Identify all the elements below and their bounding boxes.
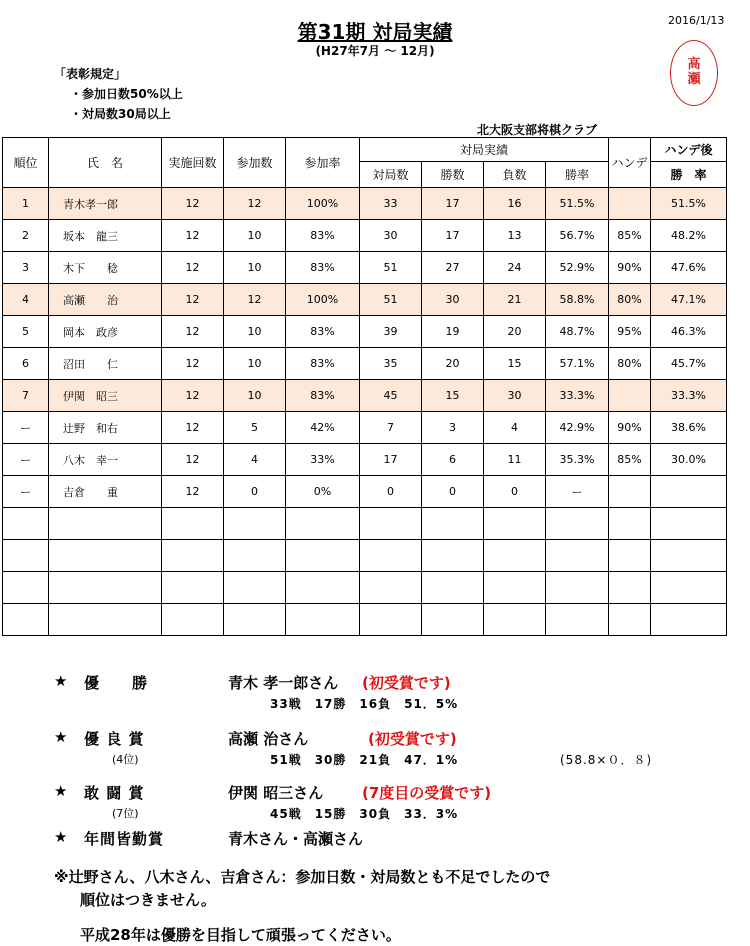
cell-handicap bbox=[609, 188, 651, 220]
cell-games bbox=[360, 540, 422, 572]
cell-losses: 4 bbox=[484, 412, 546, 444]
cell-rank: 2 bbox=[3, 220, 49, 252]
cell-name bbox=[49, 540, 162, 572]
cell-rate: 42% bbox=[286, 412, 360, 444]
cell-attended: 10 bbox=[224, 348, 286, 380]
cell-rate: 83% bbox=[286, 252, 360, 284]
cell-losses: 15 bbox=[484, 348, 546, 380]
cell-name: 青木孝一郎 bbox=[49, 188, 162, 220]
cell-handicap: 85% bbox=[609, 220, 651, 252]
footer-note-1: ※辻野さん、八木さん、吉倉さん：参加日数・対局数とも不足でしたので bbox=[54, 868, 551, 886]
cell-rate bbox=[286, 604, 360, 636]
cell-losses: 24 bbox=[484, 252, 546, 284]
award-winner: 伊関 昭三さん bbox=[228, 784, 324, 802]
footer-note-2: 順位はつきません。 bbox=[80, 891, 216, 909]
award-star-icon: ★ bbox=[54, 728, 69, 746]
cell-after: 30.0% bbox=[651, 444, 727, 476]
cell-after: 46.3% bbox=[651, 316, 727, 348]
cell-after: 33.3% bbox=[651, 380, 727, 412]
cell-sessions bbox=[162, 604, 224, 636]
cell-win-rate: 51.5% bbox=[546, 188, 609, 220]
table-row bbox=[3, 508, 727, 540]
award-rules bbox=[54, 64, 183, 124]
club-name: 北大阪支部将棋クラブ bbox=[477, 123, 598, 137]
cell-handicap bbox=[609, 604, 651, 636]
cell-attended bbox=[224, 572, 286, 604]
cell-win-rate: 57.1% bbox=[546, 348, 609, 380]
cell-rank: 7 bbox=[3, 380, 49, 412]
cell-attended: 10 bbox=[224, 220, 286, 252]
cell-losses: 16 bbox=[484, 188, 546, 220]
cell-wins: 30 bbox=[422, 284, 484, 316]
cell-attended: 12 bbox=[224, 284, 286, 316]
table-row bbox=[3, 444, 727, 476]
cell-wins: 17 bbox=[422, 220, 484, 252]
cell-handicap: 95% bbox=[609, 316, 651, 348]
header-win-rate: 勝率 bbox=[546, 162, 609, 188]
table-row bbox=[3, 540, 727, 572]
cell-rank: 1 bbox=[3, 188, 49, 220]
award-star-icon: ★ bbox=[54, 782, 69, 800]
cell-rate: 83% bbox=[286, 348, 360, 380]
cell-handicap: 80% bbox=[609, 348, 651, 380]
cell-name: 八木 幸一 bbox=[49, 444, 162, 476]
page-title: 第31期 対局実績 bbox=[297, 20, 453, 44]
cell-sessions: 12 bbox=[162, 188, 224, 220]
cell-name: 岡本 政彦 bbox=[49, 316, 162, 348]
cell-win-rate: ー bbox=[546, 476, 609, 508]
award-stats: 45戦 15勝 30負 33．3% bbox=[270, 807, 459, 821]
cell-after bbox=[651, 604, 727, 636]
cell-rate bbox=[286, 540, 360, 572]
table-row bbox=[3, 604, 727, 636]
cell-rate: 83% bbox=[286, 220, 360, 252]
cell-losses bbox=[484, 572, 546, 604]
cell-attended: 4 bbox=[224, 444, 286, 476]
cell-games: 51 bbox=[360, 284, 422, 316]
page-subtitle: (H27年7月 ～ 12月) bbox=[315, 44, 435, 58]
cell-after bbox=[651, 508, 727, 540]
cell-attended bbox=[224, 540, 286, 572]
cell-handicap bbox=[609, 540, 651, 572]
header-after-bottom: 勝 率 bbox=[651, 162, 727, 188]
cell-rate: 0% bbox=[286, 476, 360, 508]
award-rank: (7位) bbox=[112, 807, 139, 820]
cell-name: 木下 稔 bbox=[49, 252, 162, 284]
award-note: (初受賞です) bbox=[362, 674, 451, 692]
award-title: 年間皆勤賞 bbox=[84, 830, 165, 848]
cell-name: 高瀬 治 bbox=[49, 284, 162, 316]
award-stats: 33戦 17勝 16負 51．5% bbox=[270, 697, 459, 711]
table-row bbox=[3, 412, 727, 444]
cell-wins: 20 bbox=[422, 348, 484, 380]
header-wins: 勝数 bbox=[422, 162, 484, 188]
table-row bbox=[3, 188, 727, 220]
header-rank: 順位 bbox=[3, 138, 49, 188]
cell-after: 47.6% bbox=[651, 252, 727, 284]
cell-attended: 0 bbox=[224, 476, 286, 508]
cell-games: 39 bbox=[360, 316, 422, 348]
header-attended: 参加数 bbox=[224, 138, 286, 188]
award-star-icon: ★ bbox=[54, 672, 69, 690]
cell-wins bbox=[422, 508, 484, 540]
rules-title: 「表彰規定」 bbox=[54, 67, 127, 81]
award-title: 優 良 賞 bbox=[84, 730, 145, 748]
cell-losses: 11 bbox=[484, 444, 546, 476]
table-row bbox=[3, 252, 727, 284]
cell-games bbox=[360, 604, 422, 636]
cell-sessions: 12 bbox=[162, 380, 224, 412]
table-row bbox=[3, 380, 727, 412]
cell-after: 51.5% bbox=[651, 188, 727, 220]
cell-sessions: 12 bbox=[162, 476, 224, 508]
table-row bbox=[3, 572, 727, 604]
cell-win-rate: 52.9% bbox=[546, 252, 609, 284]
cell-rank: 5 bbox=[3, 316, 49, 348]
footer-note-3: 平成28年は優勝を目指して頑張ってください。 bbox=[80, 926, 401, 944]
cell-handicap bbox=[609, 476, 651, 508]
seal-char-2: 瀬 bbox=[687, 72, 701, 87]
cell-attended: 10 bbox=[224, 252, 286, 284]
cell-handicap: 85% bbox=[609, 444, 651, 476]
rule-item: ・対局数30局以上 bbox=[70, 107, 171, 121]
cell-losses bbox=[484, 604, 546, 636]
award-winner: 青木さん・高瀬さん bbox=[228, 830, 364, 848]
date-label: 2016/1/13 bbox=[668, 14, 725, 27]
cell-games: 45 bbox=[360, 380, 422, 412]
cell-wins: 15 bbox=[422, 380, 484, 412]
cell-win-rate: 56.7% bbox=[546, 220, 609, 252]
cell-sessions bbox=[162, 572, 224, 604]
cell-wins bbox=[422, 604, 484, 636]
cell-rank: ー bbox=[3, 476, 49, 508]
rule-item: ・参加日数50%以上 bbox=[70, 87, 183, 101]
cell-games: 51 bbox=[360, 252, 422, 284]
award-note: (7度目の受賞です) bbox=[362, 784, 492, 802]
header-sessions: 実施回数 bbox=[162, 138, 224, 188]
cell-win-rate: 42.9% bbox=[546, 412, 609, 444]
cell-after bbox=[651, 540, 727, 572]
cell-handicap: 90% bbox=[609, 252, 651, 284]
cell-losses: 13 bbox=[484, 220, 546, 252]
cell-wins bbox=[422, 540, 484, 572]
cell-rate bbox=[286, 508, 360, 540]
cell-sessions bbox=[162, 508, 224, 540]
cell-after bbox=[651, 572, 727, 604]
cell-games bbox=[360, 572, 422, 604]
header-losses: 負数 bbox=[484, 162, 546, 188]
award-star-icon: ★ bbox=[54, 828, 69, 846]
award-note: (初受賞です) bbox=[368, 730, 457, 748]
cell-sessions: 12 bbox=[162, 252, 224, 284]
cell-wins: 17 bbox=[422, 188, 484, 220]
cell-sessions: 12 bbox=[162, 316, 224, 348]
award-rank: (4位) bbox=[112, 753, 139, 766]
cell-win-rate bbox=[546, 572, 609, 604]
header-rate: 参加率 bbox=[286, 138, 360, 188]
table-row bbox=[3, 476, 727, 508]
award-calc: (58.8×０．８) bbox=[560, 753, 653, 767]
cell-wins: 27 bbox=[422, 252, 484, 284]
cell-losses: 21 bbox=[484, 284, 546, 316]
cell-games: 0 bbox=[360, 476, 422, 508]
header-name: 氏 名 bbox=[49, 138, 162, 188]
cell-losses bbox=[484, 508, 546, 540]
cell-rate: 33% bbox=[286, 444, 360, 476]
cell-rate: 83% bbox=[286, 316, 360, 348]
cell-name bbox=[49, 604, 162, 636]
award-winner: 青木 孝一郎さん bbox=[228, 674, 339, 692]
table-row bbox=[3, 316, 727, 348]
cell-rate: 100% bbox=[286, 188, 360, 220]
cell-attended: 10 bbox=[224, 316, 286, 348]
header-games: 対局数 bbox=[360, 162, 422, 188]
header-game-record: 対局実績 bbox=[360, 138, 609, 162]
cell-after: 38.6% bbox=[651, 412, 727, 444]
cell-rate: 83% bbox=[286, 380, 360, 412]
cell-win-rate bbox=[546, 540, 609, 572]
award-winner: 高瀬 治さん bbox=[228, 730, 309, 748]
cell-handicap bbox=[609, 508, 651, 540]
cell-sessions: 12 bbox=[162, 412, 224, 444]
cell-losses: 20 bbox=[484, 316, 546, 348]
cell-attended: 5 bbox=[224, 412, 286, 444]
cell-win-rate: 35.3% bbox=[546, 444, 609, 476]
cell-rank bbox=[3, 604, 49, 636]
cell-name: 辻野 和右 bbox=[49, 412, 162, 444]
cell-rate: 100% bbox=[286, 284, 360, 316]
cell-wins bbox=[422, 572, 484, 604]
cell-attended: 10 bbox=[224, 380, 286, 412]
cell-rank bbox=[3, 508, 49, 540]
cell-win-rate bbox=[546, 604, 609, 636]
cell-win-rate: 33.3% bbox=[546, 380, 609, 412]
cell-games: 17 bbox=[360, 444, 422, 476]
cell-attended: 12 bbox=[224, 188, 286, 220]
cell-rank: ー bbox=[3, 412, 49, 444]
cell-handicap bbox=[609, 380, 651, 412]
cell-wins: 6 bbox=[422, 444, 484, 476]
cell-after bbox=[651, 476, 727, 508]
cell-games: 7 bbox=[360, 412, 422, 444]
results-table bbox=[2, 137, 727, 636]
cell-rank: 6 bbox=[3, 348, 49, 380]
cell-win-rate: 48.7% bbox=[546, 316, 609, 348]
cell-games: 35 bbox=[360, 348, 422, 380]
cell-win-rate: 58.8% bbox=[546, 284, 609, 316]
cell-sessions: 12 bbox=[162, 284, 224, 316]
table-row bbox=[3, 284, 727, 316]
cell-win-rate bbox=[546, 508, 609, 540]
cell-games: 30 bbox=[360, 220, 422, 252]
header-handicap: ハンデ bbox=[609, 138, 651, 188]
cell-sessions: 12 bbox=[162, 220, 224, 252]
cell-losses: 30 bbox=[484, 380, 546, 412]
cell-rank: 3 bbox=[3, 252, 49, 284]
hanko-seal-stamp bbox=[670, 40, 718, 106]
cell-handicap: 80% bbox=[609, 284, 651, 316]
cell-handicap: 90% bbox=[609, 412, 651, 444]
cell-wins: 0 bbox=[422, 476, 484, 508]
cell-games: 33 bbox=[360, 188, 422, 220]
cell-attended bbox=[224, 604, 286, 636]
cell-after: 48.2% bbox=[651, 220, 727, 252]
cell-rank bbox=[3, 572, 49, 604]
cell-games bbox=[360, 508, 422, 540]
cell-rank bbox=[3, 540, 49, 572]
cell-sessions: 12 bbox=[162, 348, 224, 380]
cell-name bbox=[49, 508, 162, 540]
cell-attended bbox=[224, 508, 286, 540]
award-title: 敢 闘 賞 bbox=[84, 784, 145, 802]
cell-name: 坂本 龍三 bbox=[49, 220, 162, 252]
cell-sessions bbox=[162, 540, 224, 572]
table-row bbox=[3, 348, 727, 380]
table-row bbox=[3, 220, 727, 252]
cell-handicap bbox=[609, 572, 651, 604]
award-stats: 51戦 30勝 21負 47．1% bbox=[270, 753, 459, 767]
cell-losses: 0 bbox=[484, 476, 546, 508]
cell-rate bbox=[286, 572, 360, 604]
cell-wins: 3 bbox=[422, 412, 484, 444]
cell-name: 伊関 昭三 bbox=[49, 380, 162, 412]
seal-char-1: 高 bbox=[687, 57, 701, 73]
cell-name bbox=[49, 572, 162, 604]
cell-name: 吉倉 重 bbox=[49, 476, 162, 508]
cell-after: 45.7% bbox=[651, 348, 727, 380]
cell-sessions: 12 bbox=[162, 444, 224, 476]
cell-rank: ー bbox=[3, 444, 49, 476]
cell-losses bbox=[484, 540, 546, 572]
header-after-top: ハンデ後 bbox=[651, 138, 727, 162]
cell-after: 47.1% bbox=[651, 284, 727, 316]
cell-name: 沼田 仁 bbox=[49, 348, 162, 380]
cell-rank: 4 bbox=[3, 284, 49, 316]
cell-wins: 19 bbox=[422, 316, 484, 348]
award-title: 優 勝 bbox=[84, 674, 149, 692]
